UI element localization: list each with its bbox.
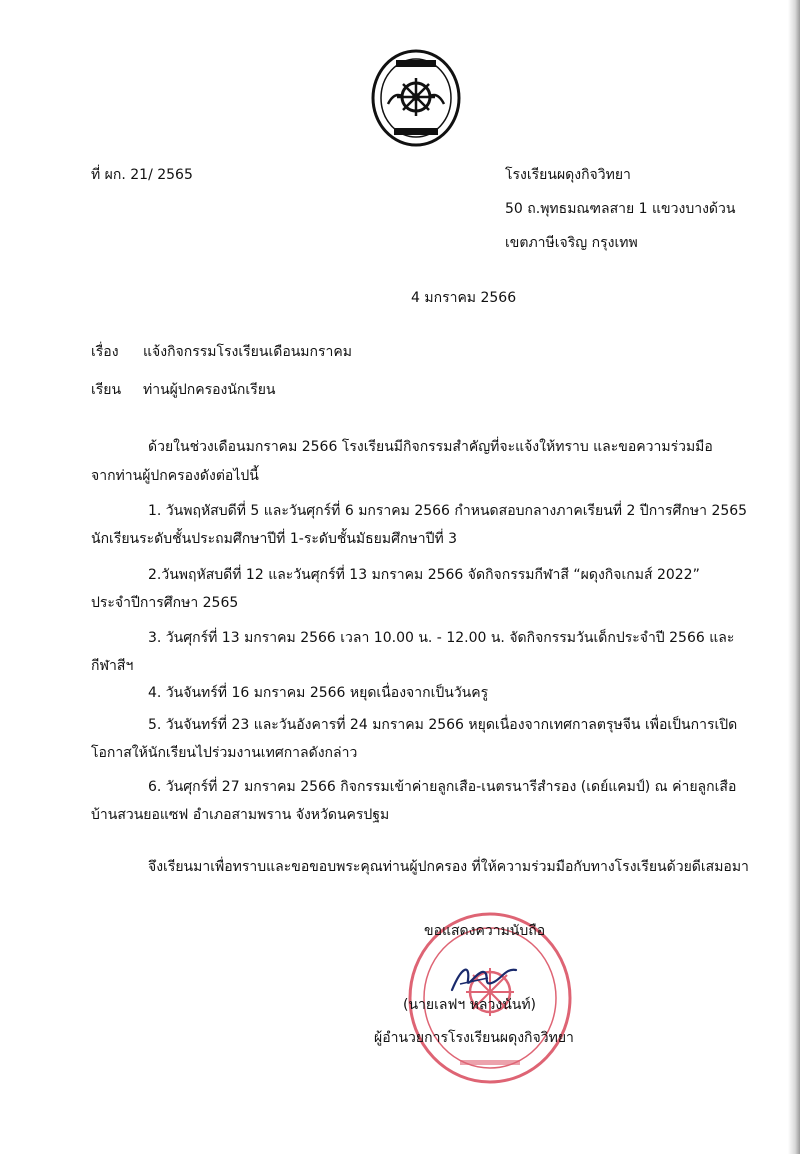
item-6-line-2: บ้านสวนยอแซฟ อำเภอสามพราน จังหวัดนครปฐม bbox=[91, 807, 390, 823]
item-5-line-2: โอกาสให้นักเรียนไปร่วมงานเทศกาลดังกล่าว bbox=[91, 745, 358, 761]
item-5-line-1: 5. วันจันทร์ที่ 23 และวันอังคารที่ 24 มกราคม 2566 หยุดเนื่องจากเทศกาลตรุษจีน เพื่อเป็นการเปิด bbox=[148, 717, 738, 733]
letter-date: 4 มกราคม 2566 bbox=[411, 290, 517, 306]
item-6-line-1: 6. วันศุกร์ที่ 27 มกราคม 2566 กิจกรรมเข้าค่ายลูกเสือ-เนตรนารีสำรอง (เดย์แคมป์) ณ ค่ายลูกเสือ bbox=[148, 779, 737, 795]
item-4: 4. วันจันทร์ที่ 16 มกราคม 2566 หยุดเนื่องจากเป็นวันครู bbox=[148, 685, 489, 701]
intro-line-2: จากท่านผู้ปกครองดังต่อไปนี้ bbox=[91, 468, 259, 484]
item-2-line-2: ประจำปีการศึกษา 2565 bbox=[91, 595, 239, 611]
item-1-line-1: 1. วันพฤหัสบดีที่ 5 และวันศุกร์ที่ 6 มกราคม 2566 กำหนดสอบกลางภาคเรียนที่ 2 ปีการศึกษา 2565 bbox=[148, 503, 748, 519]
closing-line: จึงเรียนมาเพื่อทราบและขอขอบพระคุณท่านผู้ปกครอง ที่ให้ความร่วมมือกับทางโรงเรียนด้วยดีเสมอมา bbox=[148, 859, 749, 875]
signature-scribble bbox=[448, 960, 520, 996]
sender-address-line-2: เขตภาษีเจริญ กรุงเทพ bbox=[505, 235, 638, 251]
scan-edge-shadow bbox=[788, 0, 800, 1154]
sender-address-line-1: 50 ถ.พุทธมณฑลสาย 1 แขวงบางด้วน bbox=[505, 201, 736, 217]
signer-name: (นายเลฟฯ หลวงนันท์) bbox=[403, 997, 537, 1013]
dharma-wheel-icon bbox=[388, 78, 444, 116]
item-2-line-1: 2.วันพฤหัสบดีที่ 12 และวันศุกร์ที่ 13 มกราคม 2566 จัดกิจกรรมกีฬาสี “ผดุงกิจเกมส์ 2022” bbox=[148, 567, 700, 583]
closing-regards: ขอแสดงความนับถือ bbox=[424, 923, 546, 939]
school-logo bbox=[370, 48, 462, 148]
item-3-line-1: 3. วันศุกร์ที่ 13 มกราคม 2566 เวลา 10.00 น. - 12.00 น. จัดกิจกรรมวันเด็กประจำปี 2566 และ bbox=[148, 630, 735, 646]
subject-text: แจ้งกิจกรรมโรงเรียนเดือนมกราคม bbox=[143, 344, 352, 360]
salutation-label: เรียน bbox=[91, 382, 122, 398]
intro-line-1: ด้วยในช่วงเดือนมกราคม 2566 โรงเรียนมีกิจกรรมสำคัญที่จะแจ้งให้ทราบ และขอความร่วมมือ bbox=[148, 439, 713, 455]
item-1-line-2: นักเรียนระดับชั้นประถมศึกษาปีที่ 1-ระดับชั้นมัธยมศึกษาปีที่ 3 bbox=[91, 531, 458, 547]
signer-position: ผู้อำนวยการโรงเรียนผดุงกิจวิทยา bbox=[374, 1030, 574, 1046]
sender-name: โรงเรียนผดุงกิจวิทยา bbox=[505, 167, 631, 183]
reference-number: ที่ ผก. 21/ 2565 bbox=[91, 167, 193, 183]
subject-label: เรื่อง bbox=[91, 344, 119, 360]
item-3-line-2: กีฬาสีฯ bbox=[91, 658, 134, 674]
salutation-text: ท่านผู้ปกครองนักเรียน bbox=[143, 382, 276, 398]
